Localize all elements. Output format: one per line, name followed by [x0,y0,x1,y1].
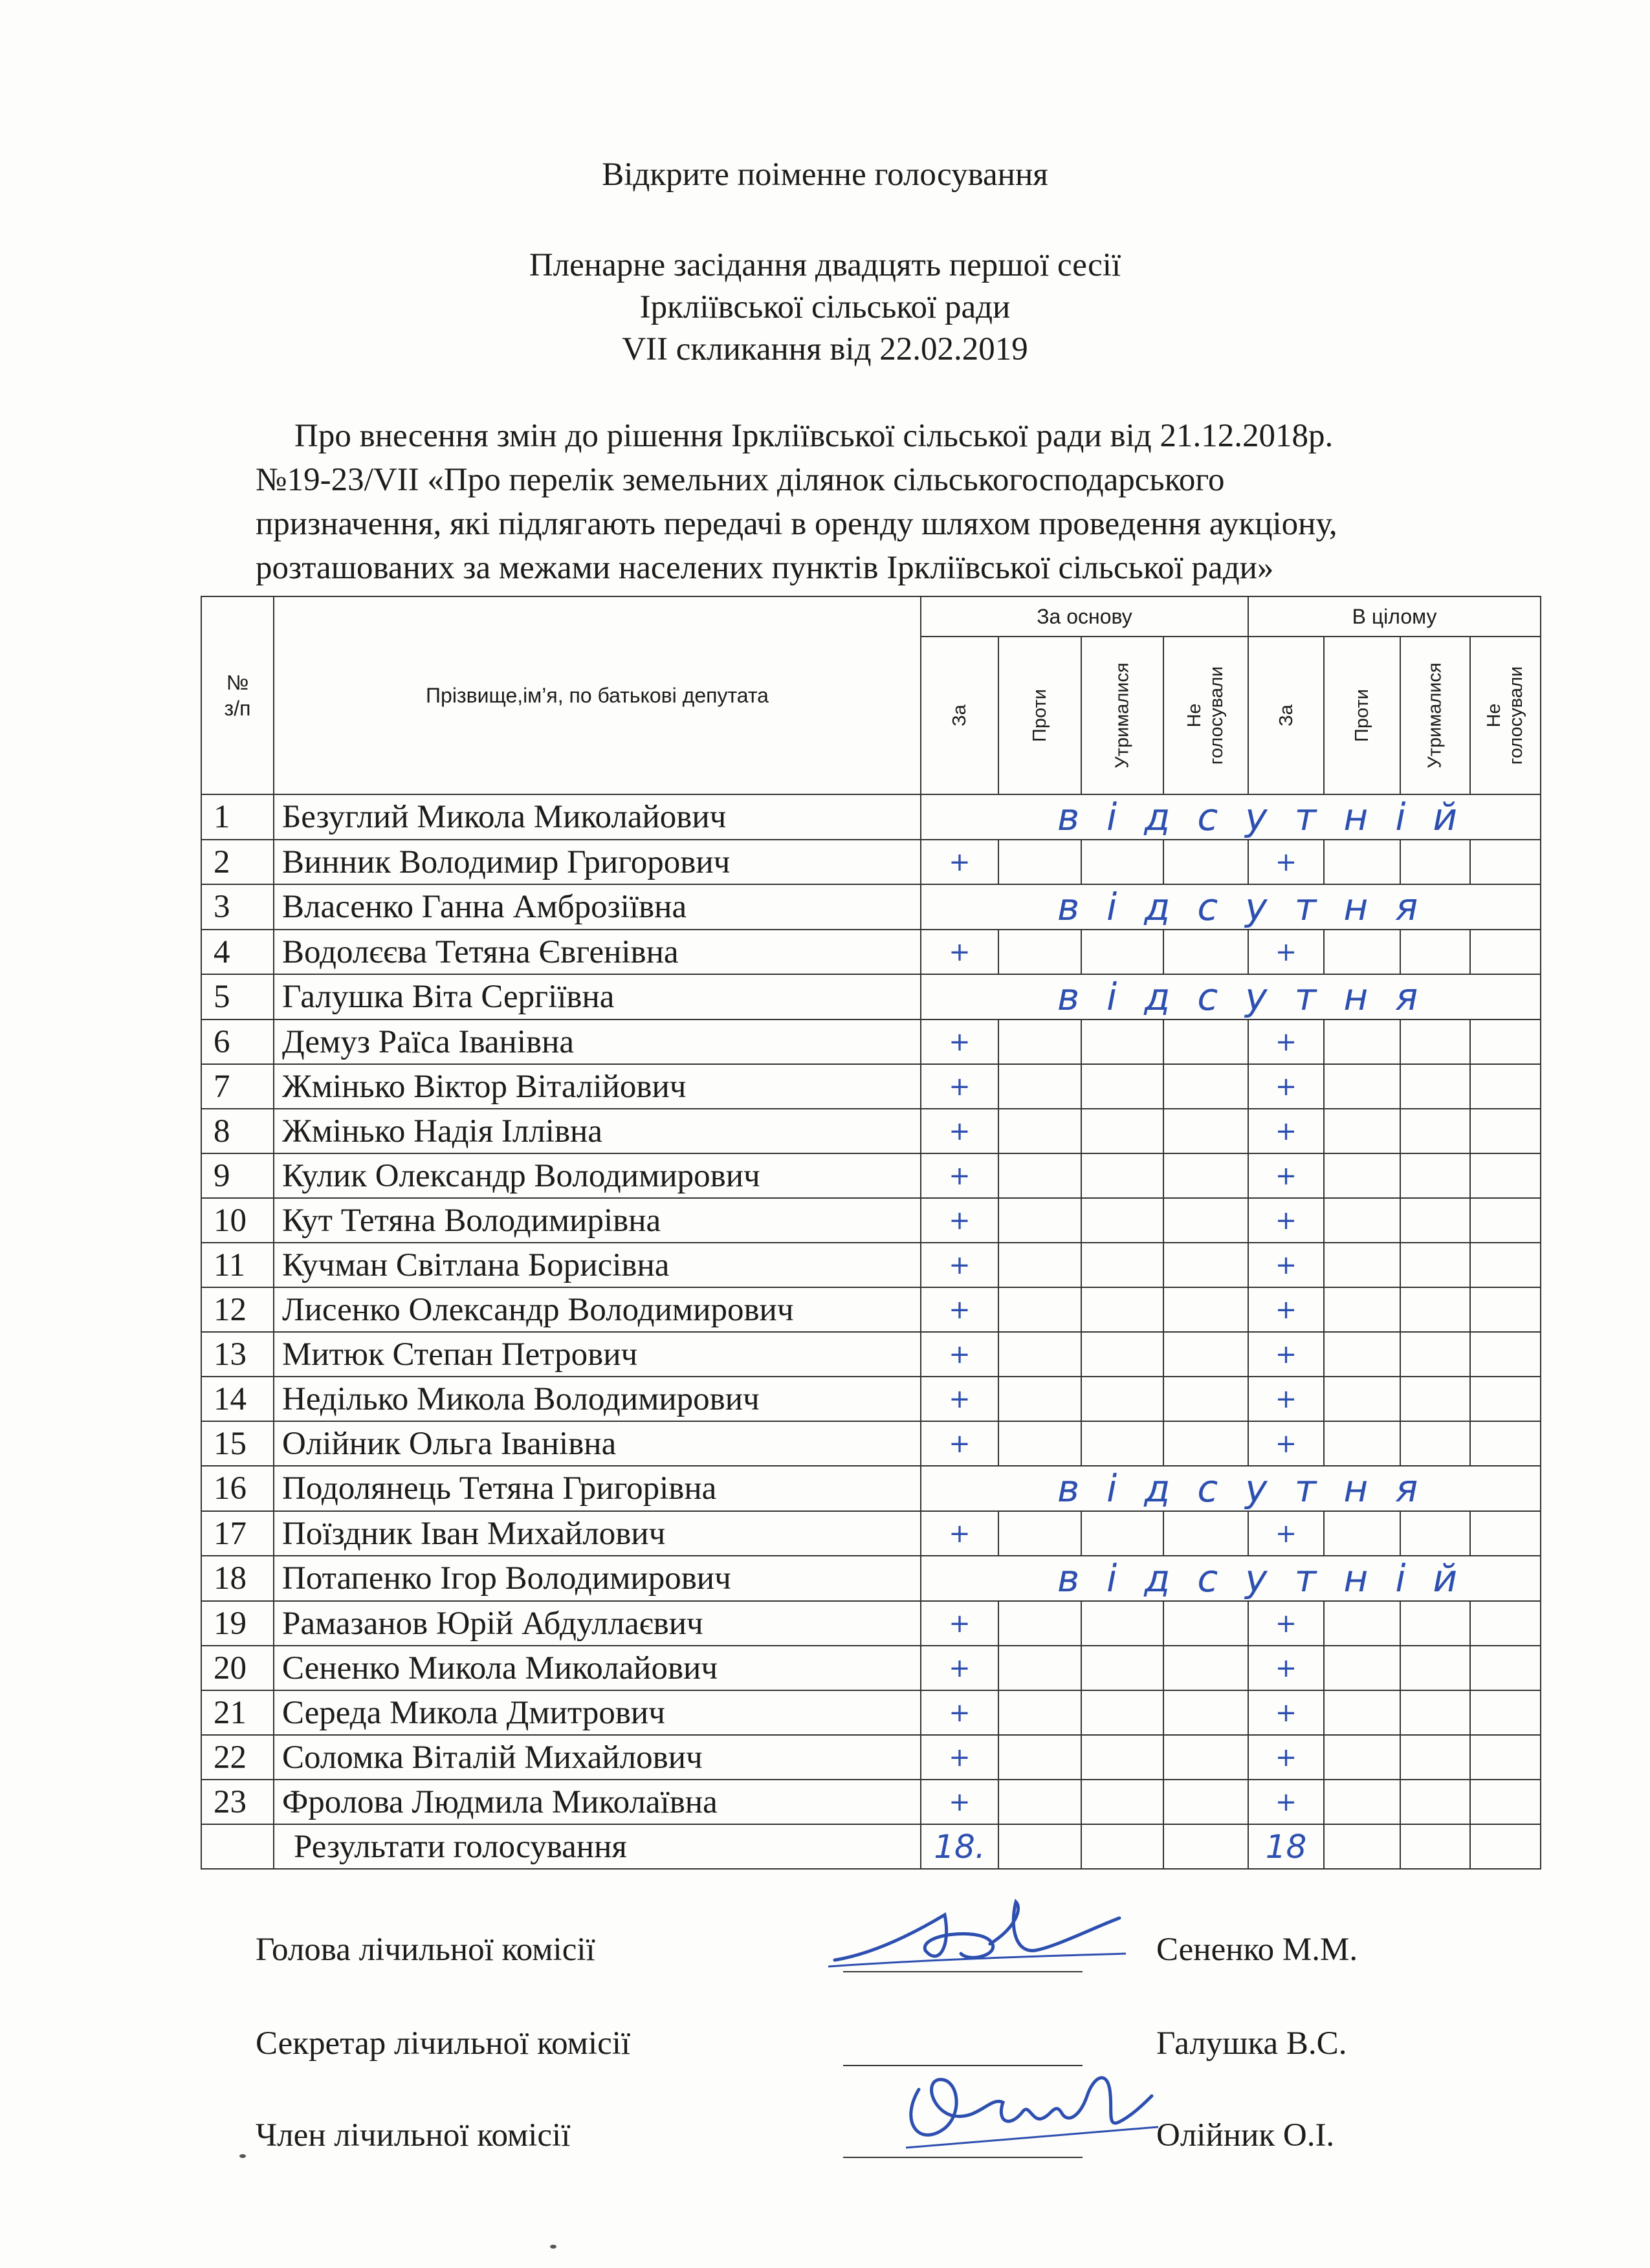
vote-cell-empty [1081,1601,1163,1646]
vote-cell-empty [1324,1511,1400,1556]
table-row [201,1287,1541,1332]
vote-cell-empty [1324,1332,1400,1377]
table-row [201,1601,1541,1646]
header-whole-abstained: Утрималися [1400,637,1470,794]
header-basis-against: Проти [998,637,1081,794]
table-row [201,1332,1541,1377]
vote-cell-empty [1163,930,1248,974]
row-number: 11 [201,1243,274,1287]
row-number: 5 [201,974,274,1020]
vote-cell-empty [998,1511,1081,1556]
vote-cell-empty [1400,1780,1470,1824]
vote-cell-empty [1081,1020,1163,1064]
absent-note: відсутня [921,1466,1541,1511]
deputy-name: Демуз Раїса Іванівна [274,1020,921,1064]
vote-whole-for: + [1248,840,1324,884]
vote-whole-for: + [1248,1109,1324,1153]
deputy-name: Сененко Микола Миколайович [274,1646,921,1690]
member-signature-image [893,2051,1165,2167]
vote-basis-for: + [921,1646,998,1690]
deputy-name: Безуглий Микола Миколайович [274,794,921,840]
header-basis-for: За [921,637,998,794]
vote-cell-empty [1081,1198,1163,1243]
vote-cell-empty [1163,1646,1248,1690]
table-row [201,1690,1541,1735]
vote-basis-for: + [921,1511,998,1556]
document-title: Відкрите поіменне голосування [602,157,1048,193]
table-row [201,1511,1541,1556]
vote-basis-for: + [921,1020,998,1064]
absent-note: відсутній [921,1556,1541,1601]
deputy-name: Галушка Віта Сергіївна [274,974,921,1020]
vote-basis-for: + [921,1421,998,1466]
table-row [201,1556,1541,1601]
row-number: 20 [201,1646,274,1690]
vote-basis-for: + [921,1064,998,1109]
vote-whole-for: + [1248,1153,1324,1198]
vote-cell-empty [1081,1153,1163,1198]
column-header-name: Прізвище,ім’я, по батькові депутата [274,596,921,794]
vote-cell-empty [998,1198,1081,1243]
vote-basis-for: + [921,1243,998,1287]
vote-cell-empty [1163,1780,1248,1824]
vote-basis-for: + [921,1690,998,1735]
vote-whole-for: + [1248,1735,1324,1780]
member-name: Олійник О.І. [1156,2117,1335,2154]
deputy-name: Кут Тетяна Володимирівна [274,1198,921,1243]
deputy-name: Рамазанов Юрій Абдуллаєвич [274,1601,921,1646]
vote-cell-empty [1470,1511,1541,1556]
results-cell [1324,1824,1400,1869]
vote-whole-for: + [1248,1780,1324,1824]
vote-whole-for: + [1248,1421,1324,1466]
vote-cell-empty [1324,1377,1400,1421]
table-row [201,1243,1541,1287]
signature-row-secretary [256,2025,1485,2070]
vote-cell-empty [998,1646,1081,1690]
vote-cell-empty [1163,1601,1248,1646]
results-cell [1163,1824,1248,1869]
vote-cell-empty [1081,1511,1163,1556]
vote-cell-empty [998,1735,1081,1780]
vote-whole-for: + [1248,1646,1324,1690]
table-row [201,1109,1541,1153]
vote-cell-empty [1163,1511,1248,1556]
row-number: 9 [201,1153,274,1198]
vote-whole-for: + [1248,930,1324,974]
results-cell [1400,1824,1470,1869]
vote-cell-empty [1400,1243,1470,1287]
table-row [201,930,1541,974]
session-line-1: Пленарне засідання двадцять першої сесії [529,247,1121,283]
vote-cell-empty [1400,930,1470,974]
vote-cell-empty [1081,1646,1163,1690]
secretary-role: Секретар лічильної комісії [256,2025,631,2062]
column-header-number: № з/п [201,596,274,794]
subject-line-4: розташованих за межами населених пунктів Ірклiївської сільської ради» [256,550,1274,586]
vote-whole-for: + [1248,1198,1324,1243]
vote-cell-empty [1324,1735,1400,1780]
vote-cell-empty [1324,1243,1400,1287]
results-whole-for: 18 [1248,1824,1324,1869]
deputy-name: Лисенко Олександр Володимирович [274,1287,921,1332]
table-row [201,1198,1541,1243]
vote-cell-empty [1324,1690,1400,1735]
results-basis-for: 18. [921,1824,998,1869]
vote-cell-empty [1163,1332,1248,1377]
vote-cell-empty [1400,1064,1470,1109]
vote-cell-empty [1081,1287,1163,1332]
vote-cell-empty [1400,1690,1470,1735]
header-whole-against: Проти [1324,637,1400,794]
vote-cell-empty [1081,1735,1163,1780]
row-number: 18 [201,1556,274,1601]
row-number: 17 [201,1511,274,1556]
vote-cell-empty [1470,1243,1541,1287]
vote-cell-empty [1400,1601,1470,1646]
vote-whole-for: + [1248,1332,1324,1377]
session-line-2: Ірклiївської сільської ради [639,289,1011,325]
vote-cell-empty [1400,1198,1470,1243]
table-row [201,974,1541,1020]
vote-cell-empty [1163,1064,1248,1109]
vote-cell-empty [1400,1377,1470,1421]
vote-cell-empty [998,1780,1081,1824]
group-header-whole: В цілому [1248,596,1541,637]
vote-cell-empty [1163,1735,1248,1780]
table-row [201,1377,1541,1421]
vote-cell-empty [1081,1332,1163,1377]
vote-basis-for: + [921,1198,998,1243]
vote-whole-for: + [1248,1601,1324,1646]
head-role: Голова лічильної комісії [256,1932,595,1968]
vote-cell-empty [1324,1601,1400,1646]
deputy-name: Жмінько Надія Іллівна [274,1109,921,1153]
vote-cell-empty [998,840,1081,884]
vote-cell-empty [1324,1064,1400,1109]
table-row [201,794,1541,840]
vote-cell-empty [1324,840,1400,884]
vote-cell-empty [1163,1377,1248,1421]
vote-cell-empty [1081,1064,1163,1109]
vote-cell-empty [1470,1646,1541,1690]
row-number: 10 [201,1198,274,1243]
vote-cell-empty [1081,1780,1163,1824]
results-label: Результати голосування [274,1824,921,1869]
vote-basis-for: + [921,1287,998,1332]
member-role: Член лічильної комісії [256,2117,571,2154]
vote-cell-empty [1470,1780,1541,1824]
row-number: 23 [201,1780,274,1824]
row-number: 22 [201,1735,274,1780]
vote-cell-empty [998,1332,1081,1377]
vote-cell-empty [1470,1690,1541,1735]
results-cell [1470,1824,1541,1869]
table-row [201,1421,1541,1466]
absent-note: відсутня [921,974,1541,1020]
row-number: 4 [201,930,274,974]
vote-cell-empty [1470,1601,1541,1646]
vote-cell-empty [1470,1735,1541,1780]
vote-cell-empty [998,1064,1081,1109]
session-line-3: VII скликання від 22.02.2019 [622,331,1028,367]
row-number: 12 [201,1287,274,1332]
vote-cell-empty [998,1287,1081,1332]
voting-table [201,596,1541,1870]
deputy-name: Потапенко Ігор Володимирович [274,1556,921,1601]
row-number: 8 [201,1109,274,1153]
vote-cell-empty [1324,1153,1400,1198]
header-basis-not-voted: Не голосували [1163,637,1248,794]
deputy-name: Кулик Олександр Володимирович [274,1153,921,1198]
vote-cell-empty [1081,840,1163,884]
vote-whole-for: + [1248,1243,1324,1287]
vote-cell-empty [998,1109,1081,1153]
vote-cell-empty [1400,840,1470,884]
vote-cell-empty [998,1377,1081,1421]
vote-basis-for: + [921,840,998,884]
group-header-basis: За основу [921,596,1248,637]
vote-cell-empty [1163,1287,1248,1332]
vote-cell-empty [1400,1332,1470,1377]
vote-cell-empty [1400,1020,1470,1064]
vote-cell-empty [1324,1109,1400,1153]
table-row [201,840,1541,884]
deputy-name: Поїздник Іван Михайлович [274,1511,921,1556]
vote-cell-empty [1324,1646,1400,1690]
head-name: Сененко М.М. [1156,1932,1358,1968]
scan-speck [239,2154,246,2158]
row-number: 21 [201,1690,274,1735]
vote-cell-empty [1163,1243,1248,1287]
vote-cell-empty [1081,1109,1163,1153]
row-number: 19 [201,1601,274,1646]
vote-cell-empty [1470,1064,1541,1109]
vote-cell-empty [1081,930,1163,974]
deputy-name: Соломка Віталій Михайлович [274,1735,921,1780]
results-cell [998,1824,1081,1869]
deputy-name: Середа Микола Дмитрович [274,1690,921,1735]
row-number: 6 [201,1020,274,1064]
vote-basis-for: + [921,1735,998,1780]
absent-note: відсутній [921,794,1541,840]
row-number: 3 [201,884,274,930]
deputy-name: Олійник Ольга Іванівна [274,1421,921,1466]
vote-cell-empty [1324,930,1400,974]
vote-cell-empty [1470,1153,1541,1198]
subject-line-1: Про внесення змін до рішення Ірклiївської сільської ради від 21.12.2018р. [294,418,1334,454]
header-whole-for: За [1248,637,1324,794]
vote-cell-empty [1470,1421,1541,1466]
table-row [201,1466,1541,1511]
table-row [201,1735,1541,1780]
vote-cell-empty [1400,1421,1470,1466]
deputy-name: Фролова Людмила Миколаївна [274,1780,921,1824]
head-signature-image [822,1889,1132,1979]
table-row [201,1646,1541,1690]
vote-cell-empty [1324,1020,1400,1064]
vote-whole-for: + [1248,1064,1324,1109]
deputy-name: Подолянець Тетяна Григорівна [274,1466,921,1511]
vote-cell-empty [1470,1198,1541,1243]
vote-cell-empty [1470,930,1541,974]
vote-cell-empty [1470,1377,1541,1421]
vote-basis-for: + [921,930,998,974]
vote-cell-empty [1400,1153,1470,1198]
deputy-name: Водолєєва Тетяна Євгенівна [274,930,921,974]
row-number: 14 [201,1377,274,1421]
vote-cell-empty [998,1601,1081,1646]
subject-line-2: №19-23/VII «Про перелік земельних ділянок сільськогосподарського [256,462,1225,498]
secretary-name: Галушка В.С. [1156,2025,1347,2062]
table-row [201,884,1541,930]
row-number: 1 [201,794,274,840]
table-row [201,1064,1541,1109]
row-number: 13 [201,1332,274,1377]
table-row [201,1780,1541,1824]
vote-cell-empty [1400,1646,1470,1690]
vote-whole-for: + [1248,1511,1324,1556]
vote-cell-empty [1324,1421,1400,1466]
scan-speck [550,2245,556,2249]
vote-cell-empty [1163,1109,1248,1153]
deputy-name: Митюк Степан Петрович [274,1332,921,1377]
absent-note: відсутня [921,884,1541,930]
vote-whole-for: + [1248,1287,1324,1332]
vote-cell-empty [1081,1690,1163,1735]
results-empty-cell [201,1824,274,1869]
vote-basis-for: + [921,1377,998,1421]
results-cell [1081,1824,1163,1869]
vote-whole-for: + [1248,1020,1324,1064]
vote-cell-empty [998,1153,1081,1198]
vote-cell-empty [1324,1198,1400,1243]
vote-whole-for: + [1248,1690,1324,1735]
vote-cell-empty [998,1421,1081,1466]
deputy-name: Неділько Микола Володимирович [274,1377,921,1421]
signature-row-member [256,2117,1485,2162]
vote-cell-empty [1400,1109,1470,1153]
table-row [201,1153,1541,1198]
vote-cell-empty [1400,1735,1470,1780]
vote-cell-empty [1400,1511,1470,1556]
vote-cell-empty [998,1690,1081,1735]
vote-cell-empty [1324,1780,1400,1824]
vote-cell-empty [1081,1243,1163,1287]
vote-cell-empty [1400,1287,1470,1332]
row-number: 16 [201,1466,274,1511]
vote-cell-empty [998,930,1081,974]
vote-cell-empty [1324,1287,1400,1332]
header-whole-not-voted: Не голосували [1470,637,1541,794]
deputy-name: Власенко Ганна Амброзіївна [274,884,921,930]
header-basis-abstained: Утрималися [1081,637,1163,794]
vote-cell-empty [1163,1421,1248,1466]
row-number: 15 [201,1421,274,1466]
vote-whole-for: + [1248,1377,1324,1421]
subject-line-3: призначення, які підлягають передачі в оренду шляхом проведення аукціону, [256,506,1337,542]
vote-cell-empty [1470,840,1541,884]
vote-cell-empty [1470,1287,1541,1332]
row-number: 7 [201,1064,274,1109]
vote-basis-for: + [921,1332,998,1377]
vote-cell-empty [1163,1690,1248,1735]
deputy-name: Жмінько Віктор Віталійович [274,1064,921,1109]
vote-cell-empty [1470,1332,1541,1377]
vote-cell-empty [998,1243,1081,1287]
vote-cell-empty [1163,1020,1248,1064]
decision-subject [256,414,1459,590]
deputy-name: Кучман Світлана Борисівна [274,1243,921,1287]
vote-cell-empty [998,1020,1081,1064]
vote-cell-empty [1163,840,1248,884]
deputy-name: Винник Володимир Григорович [274,840,921,884]
vote-basis-for: + [921,1153,998,1198]
table-row [201,1020,1541,1064]
vote-cell-empty [1081,1421,1163,1466]
vote-cell-empty [1470,1109,1541,1153]
vote-basis-for: + [921,1601,998,1646]
vote-cell-empty [1163,1198,1248,1243]
vote-cell-empty [1081,1377,1163,1421]
vote-basis-for: + [921,1780,998,1824]
vote-cell-empty [1163,1153,1248,1198]
vote-basis-for: + [921,1109,998,1153]
row-number: 2 [201,840,274,884]
vote-cell-empty [1470,1020,1541,1064]
